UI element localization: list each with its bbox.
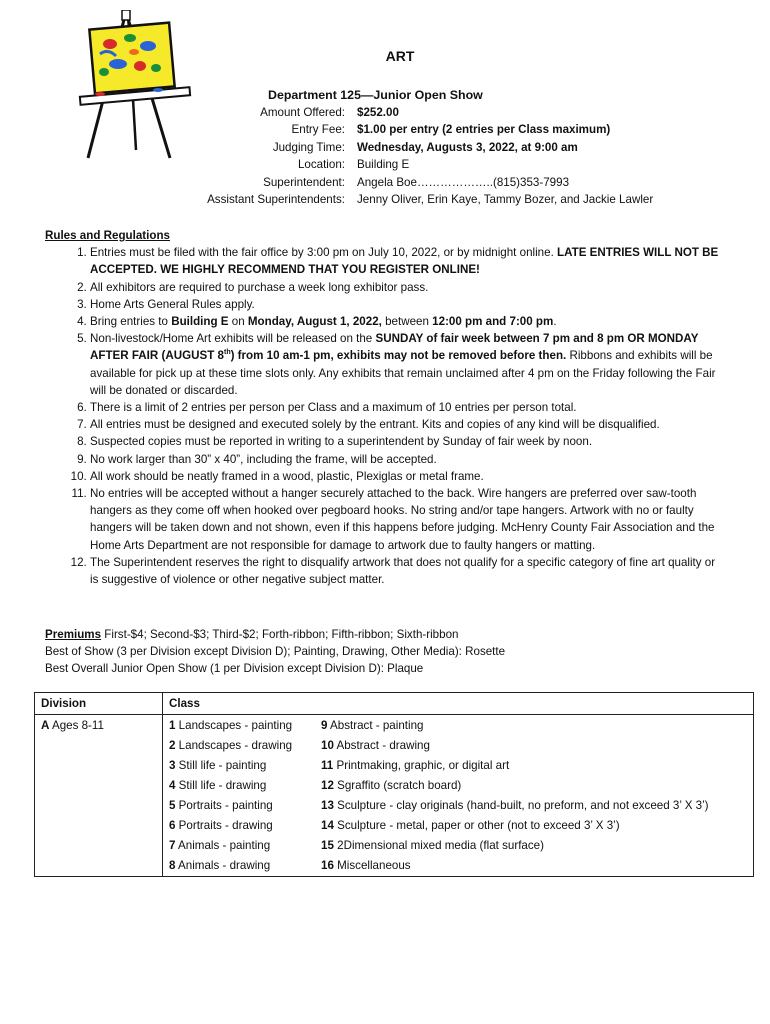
- class-number: 9: [321, 719, 328, 733]
- info-row: [150, 174, 750, 191]
- class-name: Still life - painting: [175, 759, 267, 773]
- rule-text: Suspected copies must be reported in writing to a superintendent by Sunday of fair week by noon.: [90, 435, 593, 449]
- rule-item: [90, 433, 725, 450]
- rule-text: 12:00 pm and 7:00 pm: [432, 315, 554, 329]
- rules-list: [45, 244, 725, 588]
- rule-item: [90, 485, 725, 554]
- division-cell: [35, 715, 163, 877]
- table-header-row: [35, 693, 754, 715]
- class-name: Sculpture - metal, paper or other (not to exceed 3’ X 3’): [333, 819, 620, 833]
- rule-text: All work should be neatly framed in a wood, plastic, Plexiglas or metal frame.: [90, 469, 484, 483]
- info-row: [150, 156, 750, 173]
- rules-section: [45, 227, 725, 588]
- rule-text: No entries will be accepted without a hanger securely attached to the back. Wire hangers are preferred over saw-tooth hangers as they come off when hooked over pegboard hooks. No string and/or tape hangers. Artwork with no or faulty hangers will be taken down and not shown, even if this happens before judging. McHenry County Fair Association and the Home Arts Department are not responsible for damage to artwork due to faulty hangers or matting.: [90, 487, 715, 552]
- division-letter: A: [41, 719, 50, 733]
- premiums-section: [45, 626, 725, 678]
- division-class-table: [34, 692, 754, 877]
- rule-text: There is a limit of 2 entries per person per Class and a maximum of 10 entries per person total.: [90, 401, 577, 415]
- division-header: Division: [35, 693, 163, 715]
- rule-item: [90, 313, 725, 330]
- rule-text: Ribbons and exhibits will be available for pick up at these time slots only. Any exhibits that remain unclaimed after 4 pm on the Friday following the Fair will be donated or discarded.: [90, 349, 716, 397]
- class-number: 8: [169, 859, 176, 873]
- class-number: 4: [169, 779, 176, 793]
- rule-text: .: [553, 315, 557, 329]
- rule-text: LATE ENTRIES WILL NOT BE ACCEPTED. WE HIGHLY RECOMMEND THAT YOU REGISTER ONLINE!: [90, 246, 719, 277]
- class-name: Sculpture - clay originals (hand-built, no preform, and not exceed 3’ X 3’): [333, 799, 709, 813]
- class-number: 14: [321, 819, 334, 833]
- class-number: 1: [169, 719, 176, 733]
- class-item: [321, 777, 747, 794]
- class-number: 15: [321, 839, 334, 853]
- class-name: Printmaking, graphic, or digital art: [333, 759, 510, 773]
- rule-text: SUNDAY of fair week between 7 pm and 8 pm OR MONDAY AFTER FAIR (AUGUST 8: [90, 332, 699, 363]
- class-name: Animals - drawing: [175, 859, 271, 873]
- class-item: [321, 837, 747, 854]
- best-overall-line: Best Overall Junior Open Show (1 per Division except Division D): Plaque: [45, 662, 424, 676]
- division-ages: Ages 8-11: [49, 719, 104, 733]
- rule-text: All entries must be designed and executed solely by the entrant. Kits and copies of any kind will be disqualified.: [90, 418, 660, 432]
- rule-item: [90, 554, 725, 588]
- class-number: 2: [169, 739, 176, 753]
- class-number: 3: [169, 759, 176, 773]
- rule-text: ) from 10 am-1 pm, exhibits may not be removed before then.: [230, 349, 567, 363]
- class-name: Portraits - drawing: [175, 819, 273, 833]
- class-name: Still life - drawing: [175, 779, 267, 793]
- class-name: Animals - painting: [175, 839, 271, 853]
- class-number: 13: [321, 799, 334, 813]
- class-number: 12: [321, 779, 334, 793]
- rule-text: Entries must be filed with the fair office by 3:00 pm on July 10, 2022, or by midnight online.: [90, 246, 558, 260]
- rule-text: Bring entries to: [90, 315, 172, 329]
- info-value: Building E: [357, 158, 410, 172]
- premiums-heading: Premiums: [45, 628, 102, 641]
- class-item: [321, 717, 747, 734]
- class-number: 10: [321, 739, 334, 753]
- rule-item: [90, 244, 725, 278]
- info-row: [150, 104, 750, 121]
- class-item: [169, 817, 321, 834]
- class-item: [321, 797, 747, 814]
- class-item: [169, 717, 321, 734]
- best-of-show-line: Best of Show (3 per Division except Division D); Painting, Drawing, Other Media): Rosette: [45, 645, 506, 659]
- class-item: [321, 757, 747, 774]
- table-row: [35, 715, 754, 877]
- rule-item: [90, 468, 725, 485]
- rule-item: [90, 399, 725, 416]
- class-item: [169, 757, 321, 774]
- class-name: Landscapes - painting: [175, 719, 293, 733]
- rule-text: The Superintendent reserves the right to disqualify artwork that does not qualify for a specific category of fine art quality or is suggestive of violence or other negative subject matter.: [90, 555, 716, 587]
- info-value: $252.00: [357, 106, 399, 119]
- department-heading: Department 125—Junior Open Show: [268, 88, 483, 102]
- class-header: Class: [163, 693, 754, 715]
- class-item: [321, 817, 747, 834]
- class-item: [169, 777, 321, 794]
- class-number: 5: [169, 799, 176, 813]
- rule-text: Home Arts General Rules apply.: [90, 297, 255, 311]
- class-name: Sgraffito (scratch board): [333, 779, 462, 793]
- class-item: [321, 737, 747, 754]
- class-name: Miscellaneous: [333, 859, 411, 873]
- class-name: Landscapes - drawing: [175, 739, 293, 753]
- class-name: 2Dimensional mixed media (flat surface): [333, 839, 544, 853]
- class-name: Portraits - painting: [175, 799, 273, 813]
- rule-text: Non-livestock/Home Art exhibits will be released on the: [90, 332, 376, 346]
- rule-text: No work larger than 30” x 40”, including the frame, will be accepted.: [90, 452, 437, 466]
- class-item: [169, 837, 321, 854]
- page-title: ART: [385, 48, 415, 64]
- rule-text: on: [228, 315, 248, 329]
- info-value: Angela Boe………………..(815)353-7993: [357, 175, 570, 189]
- info-row: [150, 139, 750, 156]
- rule-item: [90, 451, 725, 468]
- info-label: Judging Time:: [272, 140, 345, 154]
- class-item: [169, 857, 321, 874]
- info-row: [150, 121, 750, 138]
- info-row: [150, 191, 750, 208]
- info-label: Amount Offered:: [260, 106, 345, 119]
- class-list: [169, 717, 747, 874]
- rule-text: between: [381, 315, 433, 329]
- info-value: Wednesday, Augusts 3, 2022, at 9:00 am: [357, 140, 578, 154]
- rule-text: Monday, August 1, 2022,: [247, 315, 382, 329]
- info-value: $1.00 per entry (2 entries per Class maximum): [357, 123, 611, 137]
- premiums-line: [45, 626, 725, 643]
- class-cell: [163, 715, 754, 877]
- info-value: Jenny Oliver, Erin Kaye, Tammy Bozer, and Jackie Lawler: [357, 192, 654, 206]
- rule-text: All exhibitors are required to purchase a week long exhibitor pass.: [90, 280, 429, 294]
- class-name: Abstract - drawing: [333, 739, 430, 753]
- show-info-list: [150, 104, 750, 208]
- class-number: 11: [321, 759, 334, 773]
- rule-item: [90, 330, 725, 399]
- rule-item: [90, 279, 725, 296]
- class-name: Abstract - painting: [327, 719, 424, 733]
- premiums-places: First-$4; Second-$3; Third-$2; Forth-ribbon; Fifth-ribbon; Sixth-ribbon: [101, 628, 459, 641]
- class-number: 7: [169, 839, 176, 853]
- rule-text: Building E: [171, 315, 229, 329]
- class-item: [169, 737, 321, 754]
- class-number: 16: [321, 859, 334, 873]
- info-label: Entry Fee:: [291, 123, 345, 137]
- info-label: Assistant Superintendents:: [207, 192, 345, 206]
- rules-heading: Rules and Regulations: [45, 229, 170, 242]
- class-number: 6: [169, 819, 176, 833]
- rule-text: th: [223, 349, 231, 357]
- info-label: Location:: [297, 158, 345, 172]
- rule-item: [90, 416, 725, 433]
- info-label: Superintendent:: [263, 175, 345, 189]
- class-item: [321, 857, 747, 874]
- rule-item: [90, 296, 725, 313]
- class-item: [169, 797, 321, 814]
